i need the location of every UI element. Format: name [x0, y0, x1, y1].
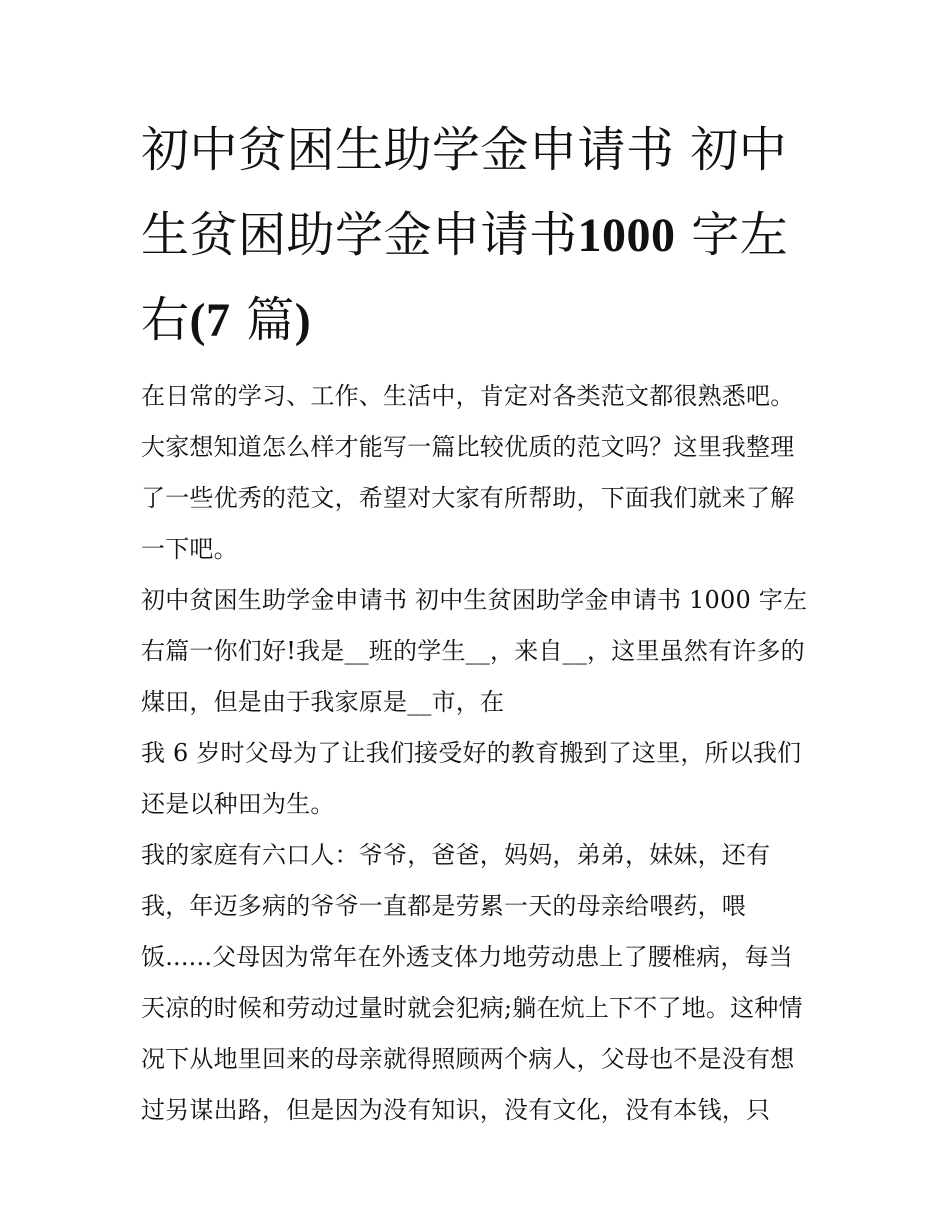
paragraph-family-move: 我 6 岁时父母为了让我们接受好的教育搬到了这里，所以我们还是以种田为生。: [141, 739, 802, 818]
title-text-3: 篇: [230, 292, 295, 348]
paragraph-intro: 在日常的学习、工作、生活中，肯定对各类范文都很熟悉吧。大家想知道怎么样才能写一篇比较优质的范文吗？这里我整理了一些优秀的范文，希望对大家有所帮助，下面我们就来了解一下吧。: [141, 382, 795, 563]
paragraph-family-situation: 我的家庭有六口人：爷爷，爸爸，妈妈，弟弟，妹妹，还有我，年迈多病的爷爷一直都是劳累一天的母亲给喂药，喂饭......父母因为常年在外透支体力地劳动患上了腰椎病，每当天凉的时候和劳动过量时就会犯病;躺在炕上下不了地。这种情况下从地里回来的母亲就得照顾两个病人，父母也不是没有想过另谋出路，但是因为没有知识，没有文化，没有本钱，只: [141, 841, 803, 1124]
title-text-1: 初中贫困生助学金申请书 初中生贫困助学金申请书: [141, 122, 788, 263]
title-text-2: 字左右: [141, 207, 789, 348]
paragraph-letter-opening: 初中贫困生助学金申请书 初中生贫困助学金申请书 1000 字左右篇一你们好!我是__班的学生__，来自__，这里虽然有许多的煤田，但是由于我家原是__市，在: [141, 586, 808, 716]
document-title: [141, 108, 816, 363]
title-number: 1000: [577, 209, 676, 262]
document-body: [141, 371, 816, 1136]
document-page: [141, 108, 816, 1136]
title-close-paren: ): [294, 294, 312, 347]
title-count: (7: [189, 294, 231, 347]
